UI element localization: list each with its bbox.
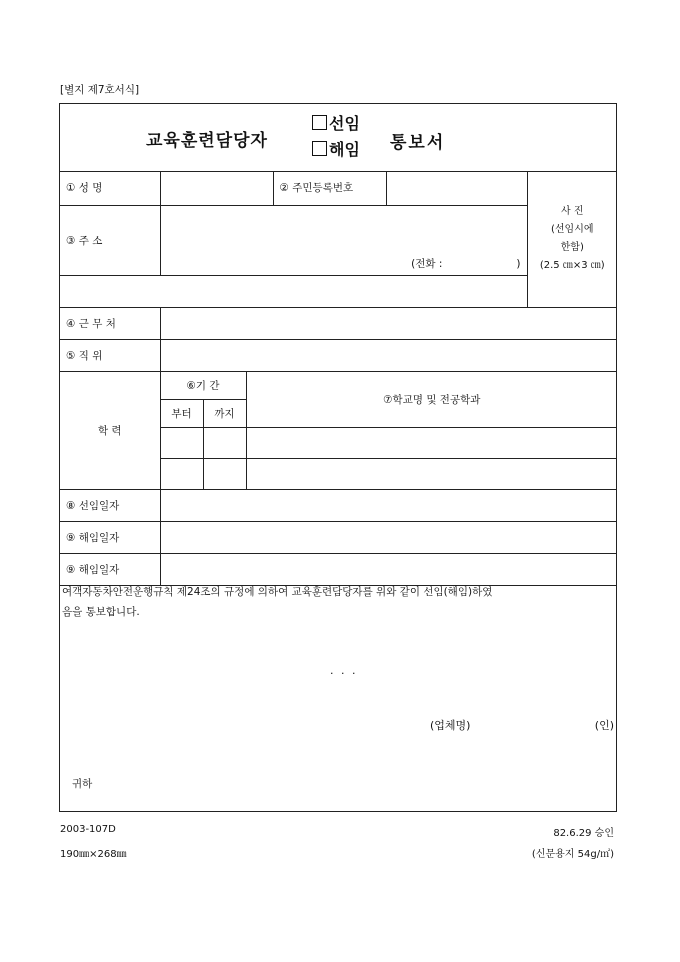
photo-size: (2.5 ㎝×3 ㎝) [539,259,605,271]
period-label: ⑥기 간 [160,371,246,399]
form-table [60,171,617,586]
company-name-label: (업체명) [430,719,471,732]
id-field[interactable] [386,171,527,205]
to-label: 까지 [203,399,246,427]
form-code: 2003-107D [60,824,116,835]
paper-size: 190㎜×268㎜ [60,849,127,860]
title-row [60,104,616,172]
paper-spec: (신문용지 54g/㎡) [531,849,614,860]
approval-date: 82.6.29 승인 [553,828,614,839]
statement-section [60,574,616,812]
dismiss-date-field-1[interactable] [160,521,617,553]
phone-close: ) [516,257,521,270]
position-label: ⑤ 직 위 [60,339,160,371]
position-field[interactable] [160,339,617,371]
appoint-date-label: ⑧ 선임일자 [60,489,160,521]
phone-label: (전화 : [411,257,443,270]
date-field[interactable]: . . . [330,664,358,677]
id-label: ② 주민등록번호 [273,171,386,205]
photo-note-1: (선임시에 [550,223,594,235]
name-label: ① 성 명 [60,171,160,205]
school-label: ⑦학교명 및 전공학과 [246,371,617,427]
form-title-main: 교육훈련담당자 [146,131,268,151]
title-choices [312,111,360,163]
from-label: 부터 [160,399,203,427]
edu-from-2[interactable] [160,458,203,489]
dismiss-date-label-1: ⑨ 해임일자 [60,521,160,553]
checkbox-appoint[interactable] [312,115,327,130]
edu-to-2[interactable] [203,458,246,489]
education-label: 학 력 [60,371,160,489]
form-number-label: [별지 제7호서식] [60,84,140,96]
photo-label: 사 진 [561,205,584,217]
appoint-date-field[interactable] [160,489,617,521]
photo-note-2: 한함) [560,241,584,253]
checkbox-dismiss[interactable] [312,141,327,156]
edu-to-1[interactable] [203,427,246,458]
address-field[interactable] [160,205,527,275]
name-field[interactable] [160,171,273,205]
choice-dismiss[interactable] [312,137,360,163]
form-title-tail: 통보서 [390,133,446,153]
edu-from-1[interactable] [160,427,203,458]
edu-school-2[interactable] [246,458,617,489]
recipient-label: 귀하 [72,778,93,790]
choice-appoint[interactable] [312,111,360,137]
statement-text: 여객자동차안전운행규칙 제24조의 규정에 의하여 교육훈련담당자를 위와 같이 선임(해임)하였 음을 통보합니다. [62,586,493,618]
workplace-field[interactable] [160,307,617,339]
choice-appoint-label: 선임 [329,114,360,133]
photo-box[interactable] [527,171,617,307]
address-label: ③ 주 소 [60,205,160,275]
notification-form [59,103,617,812]
dismiss-date-label-2: ⑨ 해임일자 [60,553,160,585]
choice-dismiss-label: 해임 [329,140,360,159]
edu-school-1[interactable] [246,427,617,458]
seal-label: (인) [594,719,614,732]
workplace-label: ④ 근 무 처 [60,307,160,339]
